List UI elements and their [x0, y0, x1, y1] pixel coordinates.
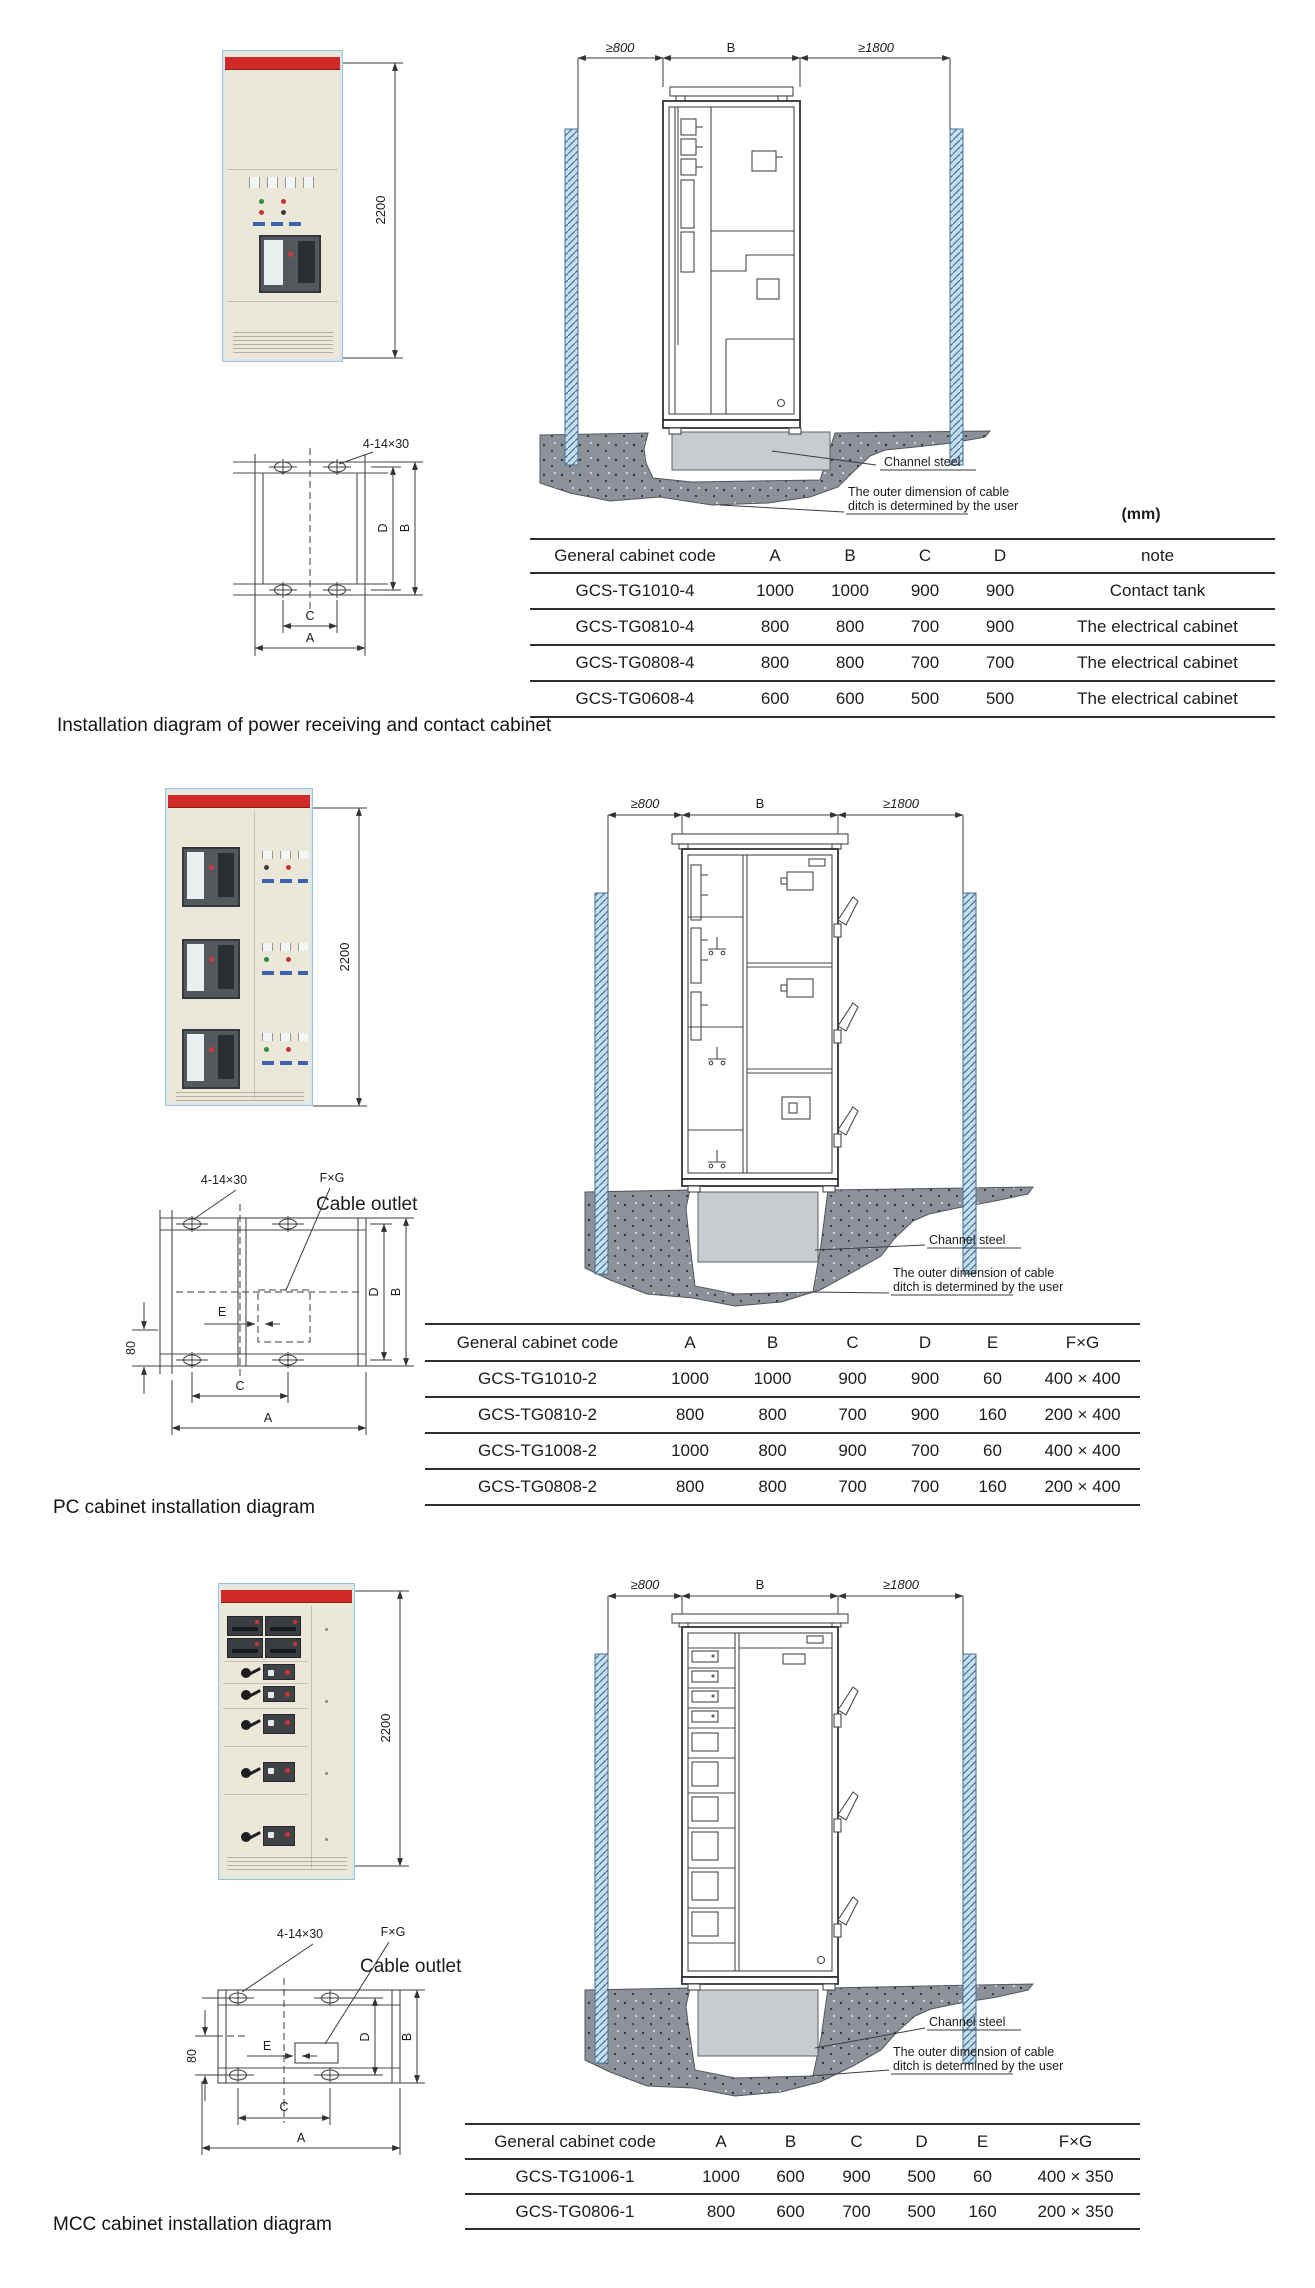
- dim-a: [172, 1372, 366, 1435]
- column-header: General cabinet code: [554, 546, 716, 565]
- height-dim-label: 2200: [373, 195, 388, 225]
- cable-outlet-leader: [325, 1942, 389, 2044]
- table-cell: GCS-TG0608-4: [575, 689, 695, 708]
- table-cell: 1000: [831, 581, 869, 600]
- right-wall: [963, 1654, 976, 2063]
- ditch-note-line2: ditch is determined by the user: [893, 2059, 1064, 2073]
- breaker-red-dot: [209, 865, 214, 870]
- table-cell: 60: [973, 2166, 992, 2186]
- table-cell: 700: [910, 1477, 940, 1496]
- dim-c-label: C: [279, 2100, 289, 2114]
- dim-c-label: C: [305, 609, 315, 623]
- table-cell: 500: [985, 689, 1015, 708]
- table-cell: 700: [985, 653, 1015, 672]
- drawer-unit: [265, 1616, 301, 1636]
- table-cell: 1000: [753, 1369, 792, 1388]
- table-cell: 700: [838, 1405, 867, 1424]
- cabinet-cutaway: [672, 834, 858, 1192]
- rail-height-label: 80: [185, 2049, 199, 2063]
- dim-a-label: A: [296, 2131, 306, 2145]
- bolt-holes-label: 4-14×30: [362, 437, 410, 451]
- indicator-lamp-red: [286, 865, 291, 870]
- table-row: [425, 1469, 1140, 1505]
- table-header-row: [530, 539, 1275, 573]
- right-clearance-label: ≥1800: [882, 1577, 920, 1592]
- indicator-lamp-green: [264, 1047, 269, 1052]
- table-row: [425, 1361, 1140, 1397]
- footprint-diagram-1: [225, 430, 440, 680]
- cross-section-diagram-2: [585, 780, 1125, 1325]
- right-wall: [950, 129, 963, 465]
- foundation-block: [698, 1990, 818, 2056]
- table-cell: 700: [838, 1477, 867, 1496]
- panel-seam: [227, 301, 338, 302]
- cable-outlet-opening: [295, 2043, 338, 2063]
- left-clearance-label: ≥800: [605, 40, 635, 55]
- column-header: A: [769, 546, 781, 565]
- table-cell: 1000: [671, 1441, 709, 1460]
- table-cell: 700: [842, 2201, 871, 2221]
- table-cell: 500: [910, 689, 940, 708]
- ditch-note-line1: The outer dimension of cable: [848, 485, 1010, 499]
- table-cell: 60: [983, 1369, 1002, 1388]
- height-dimension-3: [355, 1585, 415, 1875]
- column-header: C: [918, 546, 932, 565]
- indicator-lamp-red: [259, 210, 264, 215]
- table-cell: GCS-TG1010-2: [477, 1369, 598, 1388]
- table-cell: 200 × 350: [1037, 2201, 1114, 2221]
- switch-dash-row: [262, 971, 308, 975]
- indicator-lamp-green: [259, 199, 264, 204]
- breaker-window: [182, 847, 240, 907]
- panel-screw: [325, 1772, 328, 1775]
- dim-80: [124, 1302, 160, 1394]
- spec-table-3: [465, 2123, 1140, 2230]
- table-cell: GCS-TG0810-2: [477, 1405, 598, 1424]
- table-cell: 160: [968, 2201, 997, 2221]
- dim-d-label: D: [358, 2032, 372, 2042]
- nameplate-strip: [227, 1856, 347, 1870]
- cable-size-label: F×G: [319, 1171, 345, 1185]
- bolt-holes: [202, 1990, 346, 2083]
- table-cell: 600: [835, 689, 865, 708]
- right-clearance-label: ≥1800: [857, 40, 895, 55]
- column-header: C: [846, 1332, 859, 1352]
- rotary-handle: [241, 1768, 251, 1778]
- table-cell: 900: [910, 1369, 940, 1388]
- dim-e-label: E: [262, 2039, 272, 2053]
- height-dim-label: 2200: [378, 1713, 393, 1743]
- drawer-unit: [265, 1638, 301, 1658]
- width-b-label: B: [755, 796, 765, 811]
- ditch-note-line2: ditch is determined by the user: [893, 1280, 1064, 1294]
- dim-b: [400, 1990, 425, 2083]
- breaker-window: [182, 1029, 240, 1089]
- table-cell: The electrical cabinet: [1077, 689, 1238, 708]
- column-header: General cabinet code: [456, 1332, 619, 1352]
- table-cell: The electrical cabinet: [1077, 653, 1238, 672]
- table-cell: 1000: [756, 581, 794, 600]
- table-cell: 800: [758, 1405, 787, 1424]
- cable-outlet-label: Cable outlet: [360, 1956, 462, 1977]
- table-cell: GCS-TG1010-4: [575, 581, 695, 600]
- panel-seam: [227, 169, 338, 170]
- bolt-holes-label: 4-14×30: [276, 1927, 324, 1941]
- dim-b-label: B: [400, 2032, 414, 2042]
- meter-square-row: [262, 1033, 308, 1041]
- table-cell: 160: [978, 1405, 1007, 1424]
- table-cell: 1000: [702, 2166, 740, 2186]
- column-header: A: [715, 2131, 727, 2151]
- indicator-lamp-red: [286, 1047, 291, 1052]
- column-header: D: [993, 546, 1007, 565]
- dim-d-label: D: [376, 523, 390, 533]
- table-cell: 400 × 400: [1044, 1369, 1121, 1388]
- red-top-strip: [168, 795, 310, 808]
- table-cell: GCS-TG0808-2: [477, 1477, 598, 1496]
- drawer-panel: [263, 1762, 295, 1782]
- table-cell: 200 × 400: [1044, 1477, 1121, 1496]
- channel-steel-label: Channel steel: [884, 455, 961, 469]
- column-header: F×G: [1065, 1332, 1100, 1352]
- switch-dash-row: [262, 1061, 308, 1065]
- section-caption-1: Installation diagram of power receiving and contact cabinet: [57, 715, 552, 736]
- panel-seam: [223, 1683, 308, 1684]
- table-cell: 800: [758, 1441, 787, 1460]
- table-cell: 200 × 400: [1044, 1405, 1121, 1424]
- dim-a-label: A: [305, 631, 315, 645]
- cross-section-diagram-1: [540, 35, 1060, 525]
- dim-80: [185, 2010, 217, 2101]
- table-header-row: [465, 2124, 1140, 2159]
- width-b-label: B: [726, 40, 736, 55]
- cabinet-cutaway: [672, 1614, 858, 1990]
- bolt-leader: [194, 1190, 236, 1219]
- cabinet-photo-pc: [165, 788, 313, 1106]
- column-header: General cabinet code: [494, 2131, 656, 2151]
- rotary-handle: [241, 1668, 251, 1678]
- width-b-label: B: [755, 1577, 765, 1592]
- table-cell: 800: [760, 653, 790, 672]
- indicator-lamp-dark: [264, 865, 269, 870]
- footprint-diagram-2: [118, 1140, 468, 1452]
- table-row: [425, 1397, 1140, 1433]
- indicator-lamp-red: [281, 199, 286, 204]
- left-clearance-label: ≥800: [630, 796, 660, 811]
- table-cell: 600: [776, 2201, 805, 2221]
- dim-d: [346, 1998, 383, 2075]
- table-cell: 700: [910, 617, 940, 636]
- table-cell: 900: [910, 1405, 940, 1424]
- height-dimension-1: [343, 52, 413, 364]
- foundation-block: [672, 432, 830, 470]
- cabinet-cutaway: [663, 87, 801, 434]
- column-header: A: [684, 1332, 696, 1352]
- table-cell: 800: [675, 1477, 705, 1496]
- table-cell: 800: [758, 1477, 787, 1496]
- drawer-panel: [263, 1686, 295, 1702]
- table-row: [465, 2194, 1140, 2229]
- table-cell: GCS-TG0808-4: [575, 653, 695, 672]
- column-header: C: [850, 2131, 863, 2151]
- breaker-window: [182, 939, 240, 999]
- meter-square-row: [262, 943, 308, 951]
- table-row: [530, 573, 1275, 609]
- indicator-lamp-green: [264, 957, 269, 962]
- table-cell: The electrical cabinet: [1077, 617, 1238, 636]
- dim-b-label: B: [398, 523, 412, 533]
- drawer-unit: [227, 1638, 263, 1658]
- rail-height-label: 80: [124, 1341, 138, 1355]
- footprint-diagram-3: [175, 1918, 505, 2168]
- meter-square-row: [249, 177, 320, 188]
- drawer-panel: [263, 1714, 295, 1734]
- switch-dash-row: [253, 222, 305, 226]
- left-wall: [595, 893, 608, 1274]
- ditch-note-line1: The outer dimension of cable: [893, 2045, 1055, 2059]
- table-cell: 60: [983, 1441, 1002, 1460]
- column-header: note: [1140, 546, 1175, 565]
- table-cell: 600: [776, 2166, 805, 2186]
- table-header-row: [425, 1324, 1140, 1361]
- table-cell: 700: [910, 653, 940, 672]
- column-header: B: [784, 2131, 797, 2151]
- red-top-strip: [221, 1590, 352, 1603]
- dim-d: [371, 467, 401, 590]
- right-clearance-label: ≥1800: [882, 796, 920, 811]
- base-frame: [233, 448, 388, 610]
- spec-table-2: [425, 1323, 1140, 1506]
- height-dim-label: 2200: [337, 942, 352, 972]
- column-header: B: [844, 546, 856, 565]
- base-frame: [160, 1204, 366, 1380]
- ditch-note-line1: The outer dimension of cable: [893, 1266, 1055, 1280]
- nameplate-strip: [176, 1089, 304, 1101]
- breaker-window: [259, 235, 321, 293]
- rotary-handle: [241, 1720, 251, 1730]
- table-cell: 400 × 350: [1037, 2166, 1114, 2186]
- breaker-red-dot: [288, 252, 293, 257]
- table-cell: 1000: [671, 1369, 709, 1388]
- dim-e-label: E: [217, 1305, 227, 1319]
- channel-steel-label: Channel steel: [929, 2015, 1006, 2029]
- dim-d-label: D: [367, 1287, 381, 1297]
- table-cell: 800: [675, 1405, 705, 1424]
- panel-seam: [223, 1746, 308, 1747]
- cabinet-photo-receiving: [222, 50, 343, 362]
- indicator-lamp-red: [286, 957, 291, 962]
- spec-table-1: [530, 538, 1275, 718]
- cable-outlet-label: Cable outlet: [316, 1194, 418, 1215]
- table-cell: GCS-TG1006-1: [515, 2166, 635, 2186]
- table-row: [530, 645, 1275, 681]
- panel-seam: [311, 1606, 312, 1868]
- cable-outlet-opening: [258, 1290, 310, 1342]
- drawer-panel: [263, 1826, 295, 1846]
- channel-steel-label: Channel steel: [929, 1233, 1006, 1247]
- table-cell: 900: [910, 581, 940, 600]
- table-cell: 900: [838, 1369, 867, 1388]
- section-caption-3: MCC cabinet installation diagram: [53, 2214, 332, 2235]
- table-cell: Contact tank: [1109, 581, 1206, 600]
- table-cell: 800: [835, 653, 865, 672]
- table-cell: 160: [978, 1477, 1007, 1496]
- panel-seam: [254, 811, 255, 1099]
- table-row: [530, 681, 1275, 717]
- foundation-block: [698, 1192, 818, 1262]
- meter-square-row: [262, 851, 308, 859]
- red-top-strip: [225, 57, 340, 70]
- table-cell: 600: [760, 689, 790, 708]
- table-cell: GCS-TG1008-2: [477, 1441, 598, 1460]
- cable-size-label: F×G: [380, 1925, 406, 1939]
- indicator-lamp-dark: [281, 210, 286, 215]
- table-row: [465, 2159, 1140, 2194]
- dim-c-label: C: [235, 1379, 245, 1393]
- right-wall: [963, 893, 976, 1274]
- panel-seam: [223, 1708, 308, 1709]
- dim-e: [247, 2039, 317, 2056]
- ditch-note-line2: ditch is determined by the user: [848, 499, 1019, 513]
- column-header: B: [766, 1332, 779, 1352]
- column-header: E: [986, 1332, 999, 1352]
- bolt-holes-label: 4-14×30: [200, 1173, 248, 1187]
- rotary-handle: [241, 1832, 251, 1842]
- table-cell: 400 × 400: [1044, 1441, 1121, 1460]
- breaker-red-dot: [209, 1047, 214, 1052]
- left-wall: [565, 129, 578, 465]
- panel-seam: [223, 1661, 308, 1662]
- cross-section-diagram-3: [585, 1578, 1125, 2108]
- table-row: [530, 609, 1275, 645]
- column-header: E: [976, 2131, 989, 2151]
- left-wall: [595, 1654, 608, 2063]
- table-cell: 800: [760, 617, 790, 636]
- dim-a-label: A: [263, 1411, 273, 1425]
- table-cell: 900: [985, 581, 1015, 600]
- table-cell: 800: [835, 617, 865, 636]
- bolt-leader: [242, 1944, 313, 1992]
- switch-dash-row: [262, 879, 308, 883]
- cable-outlet-leader: [286, 1188, 330, 1290]
- column-header: D: [915, 2131, 928, 2151]
- column-header: D: [918, 1332, 932, 1352]
- table-cell: 900: [842, 2166, 871, 2186]
- nameplate-strip: [233, 329, 333, 353]
- table-cell: GCS-TG0806-1: [515, 2201, 635, 2221]
- drawer-unit: [227, 1616, 263, 1636]
- table-cell: 500: [907, 2201, 936, 2221]
- breaker-red-dot: [209, 957, 214, 962]
- unit-note: (mm): [1121, 506, 1161, 523]
- table-cell: 700: [910, 1441, 940, 1460]
- cabinet-photo-mcc: [218, 1583, 355, 1880]
- panel-screw: [325, 1700, 328, 1703]
- table-cell: GCS-TG0810-4: [575, 617, 695, 636]
- drawer-panel: [263, 1664, 295, 1680]
- table-cell: 900: [985, 617, 1015, 636]
- panel-screw: [325, 1838, 328, 1841]
- dim-c: [192, 1372, 288, 1403]
- column-header: F×G: [1058, 2131, 1093, 2151]
- rotary-handle: [241, 1690, 251, 1700]
- table-row: [425, 1433, 1140, 1469]
- table-cell: 500: [907, 2166, 936, 2186]
- height-dimension-2: [313, 800, 373, 1112]
- panel-seam: [223, 1794, 308, 1795]
- table-cell: 800: [706, 2201, 736, 2221]
- dim-e: [204, 1305, 280, 1324]
- table-cell: 900: [838, 1441, 867, 1460]
- dim-b-label: B: [389, 1287, 403, 1297]
- section-caption-2: PC cabinet installation diagram: [53, 1497, 315, 1518]
- left-clearance-label: ≥800: [630, 1577, 660, 1592]
- panel-screw: [325, 1628, 328, 1631]
